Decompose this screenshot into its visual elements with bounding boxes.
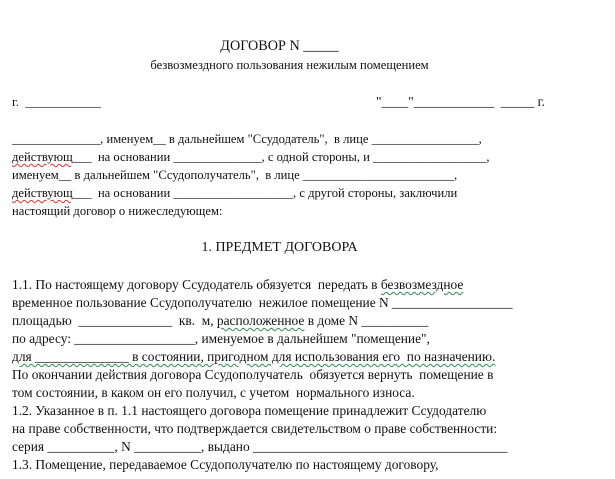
clause-1-2-line3: серия __________, N __________, выдано ______________________________________ [12, 439, 508, 454]
clause-1-1-line5 [12, 349, 495, 365]
grammar-flag: для ______________ в состоянии, пригодном для использования его по назначению. [12, 349, 496, 364]
paragraph-party2: именуем__ в дальнейшем "Ссудополучатель", в лице ________________________, [12, 168, 458, 182]
text-span: ___ на основании ______________, с одной стороны, и __________________, [72, 150, 490, 164]
paragraph-party1-basis [12, 149, 490, 165]
text-span: 1.1. По настоящему договору Ссудодатель обязуется передать в [12, 277, 381, 292]
paragraph-intro: настоящий договор о нижеследующем: [12, 204, 223, 218]
clause-1-2-line1: 1.2. Указанное в п. 1.1 настоящего договора помещение принадлежит Ссудодателю [12, 403, 487, 418]
clause-1-1-line4: по адресу: __________________, именуемое в дальнейшем "помещение", [12, 331, 430, 346]
document-title: ДОГОВОР N _____ [220, 38, 339, 54]
clause-1-3-line1: 1.3. Помещение, передаваемое Ссудополучателю по настоящему договору, [12, 457, 439, 472]
clause-1-2-line2: на праве собственности, что подтверждается свидетельством о праве собственности: [12, 421, 498, 436]
clause-1-1-line2: временное пользование Ссудополучателю нежилое помещение N __________________ [12, 295, 513, 310]
date-field: "____"____________ _____ г. [376, 94, 545, 109]
paragraph-party1: ______________, именуем__ в дальнейшем "Ссудодатель", в лице _________________, [12, 132, 482, 146]
clause-1-1-line1 [12, 277, 463, 293]
clause-1-1-line7: том состоянии, в каком он его получил, с учетом нормального износа. [12, 385, 415, 400]
text-span: ___ на основании ___________________, с другой стороны, заключили [72, 186, 458, 200]
text-span: площадью ______________ кв. м, [12, 313, 217, 328]
section-heading: 1. ПРЕДМЕТ ДОГОВОРА [201, 240, 358, 255]
city-field: г. ____________ [12, 95, 101, 109]
spell-flag: действующ [12, 150, 73, 164]
paragraph-party2-basis [12, 185, 457, 201]
grammar-flag: безвозмездное [380, 277, 464, 292]
text-span: в доме N __________ [304, 313, 429, 328]
document-subtitle: безвозмездного пользования нежилым помещением [150, 58, 429, 72]
spell-flag: действующ [12, 186, 73, 200]
clause-1-1-line6: По окончании действия договора Ссудополучатель обязуется вернуть помещение в [12, 367, 494, 382]
grammar-flag: расположенное [216, 313, 305, 328]
clause-1-1-line3 [12, 313, 428, 329]
